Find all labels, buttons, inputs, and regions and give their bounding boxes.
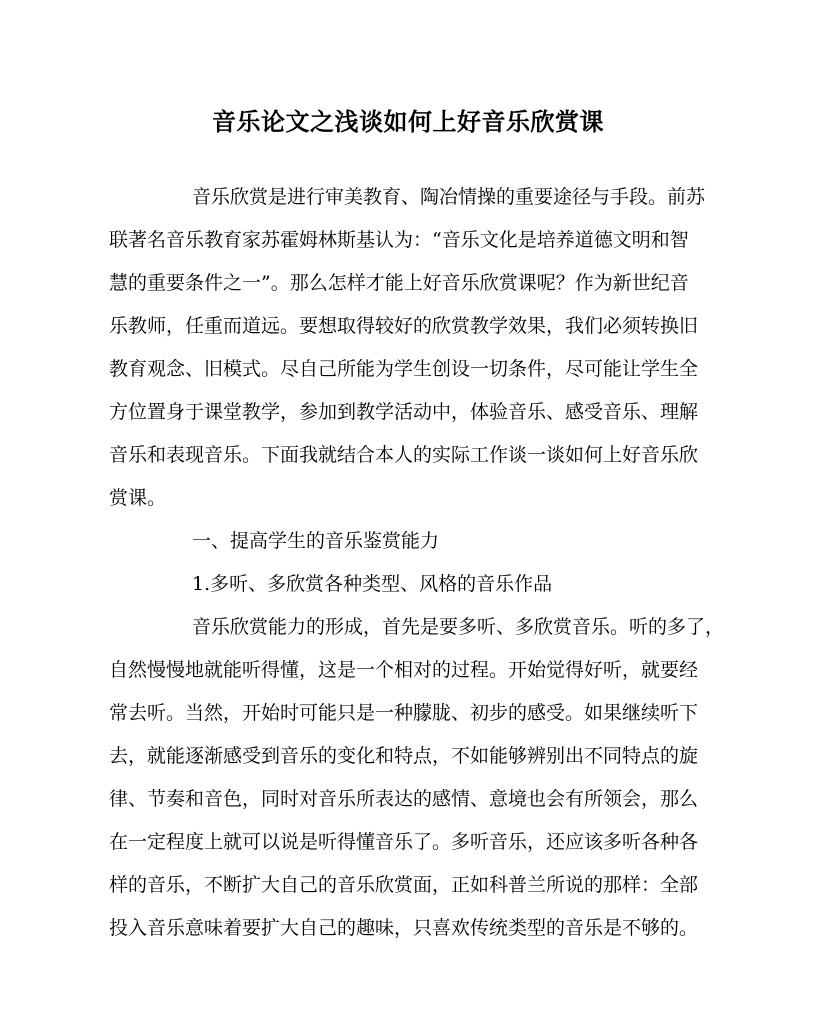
- section-heading: 一、提高学生的音乐鉴赏能力: [192, 530, 440, 552]
- subsection-heading: 1.多听、多欣赏各种类型、风格的音乐作品: [192, 573, 553, 595]
- paragraph-1-line-2: 联著名音乐教育家苏霍姆林斯基认为：“音乐文化是培养道德文明和智: [109, 229, 689, 251]
- paragraph-1-line-3: 慧的重要条件之一”。那么怎样才能上好音乐欣赏课呢？作为新世纪音: [109, 272, 689, 294]
- paragraph-2-line-2: 自然慢慢地就能听得懂，这是一个相对的过程。开始觉得好听，就要经: [109, 659, 699, 681]
- paragraph-1-line-6: 方位置身于课堂教学，参加到教学活动中，体验音乐、感受音乐、理解: [109, 401, 699, 423]
- paragraph-1-line-1: 音乐欣赏是进行审美教育、陶冶情操的重要途径与手段。前苏: [192, 186, 706, 208]
- paragraph-1-line-5: 教育观念、旧模式。尽自己所能为学生创设一切条件，尽可能让学生全: [109, 358, 699, 380]
- paragraph-1-line-7: 音乐和表现音乐。下面我就结合本人的实际工作谈一谈如何上好音乐欣: [109, 444, 699, 466]
- paragraph-2-line-1: 音乐欣赏能力的形成，首先是要多听、多欣赏音乐。听的多了，: [192, 616, 725, 638]
- paragraph-2-line-6: 在一定程度上就可以说是听得懂音乐了。多听音乐，还应该多听各种各: [109, 831, 699, 853]
- paragraph-2-line-5: 律、节奏和音色，同时对音乐所表达的感情、意境也会有所领会，那么: [109, 788, 699, 810]
- paragraph-2-line-4: 去，就能逐渐感受到音乐的变化和特点，不如能够辨别出不同特点的旋: [109, 745, 699, 767]
- paragraph-1-line-8: 赏课。: [109, 487, 167, 509]
- paragraph-2-line-8: 投入音乐意味着要扩大自己的趣味，只喜欢传统类型的音乐是不够的。: [109, 917, 699, 939]
- document-title: 音乐论文之浅谈如何上好音乐欣赏课: [212, 107, 604, 136]
- paragraph-2-line-7: 样的音乐，不断扩大自己的音乐欣赏面，正如科普兰所说的那样：全部: [109, 874, 699, 896]
- paragraph-2-line-3: 常去听。当然，开始时可能只是一种朦胧、初步的感受。如果继续听下: [109, 702, 699, 724]
- paragraph-1-line-4: 乐教师，任重而道远。要想取得较好的欣赏教学效果，我们必须转换旧: [109, 315, 699, 337]
